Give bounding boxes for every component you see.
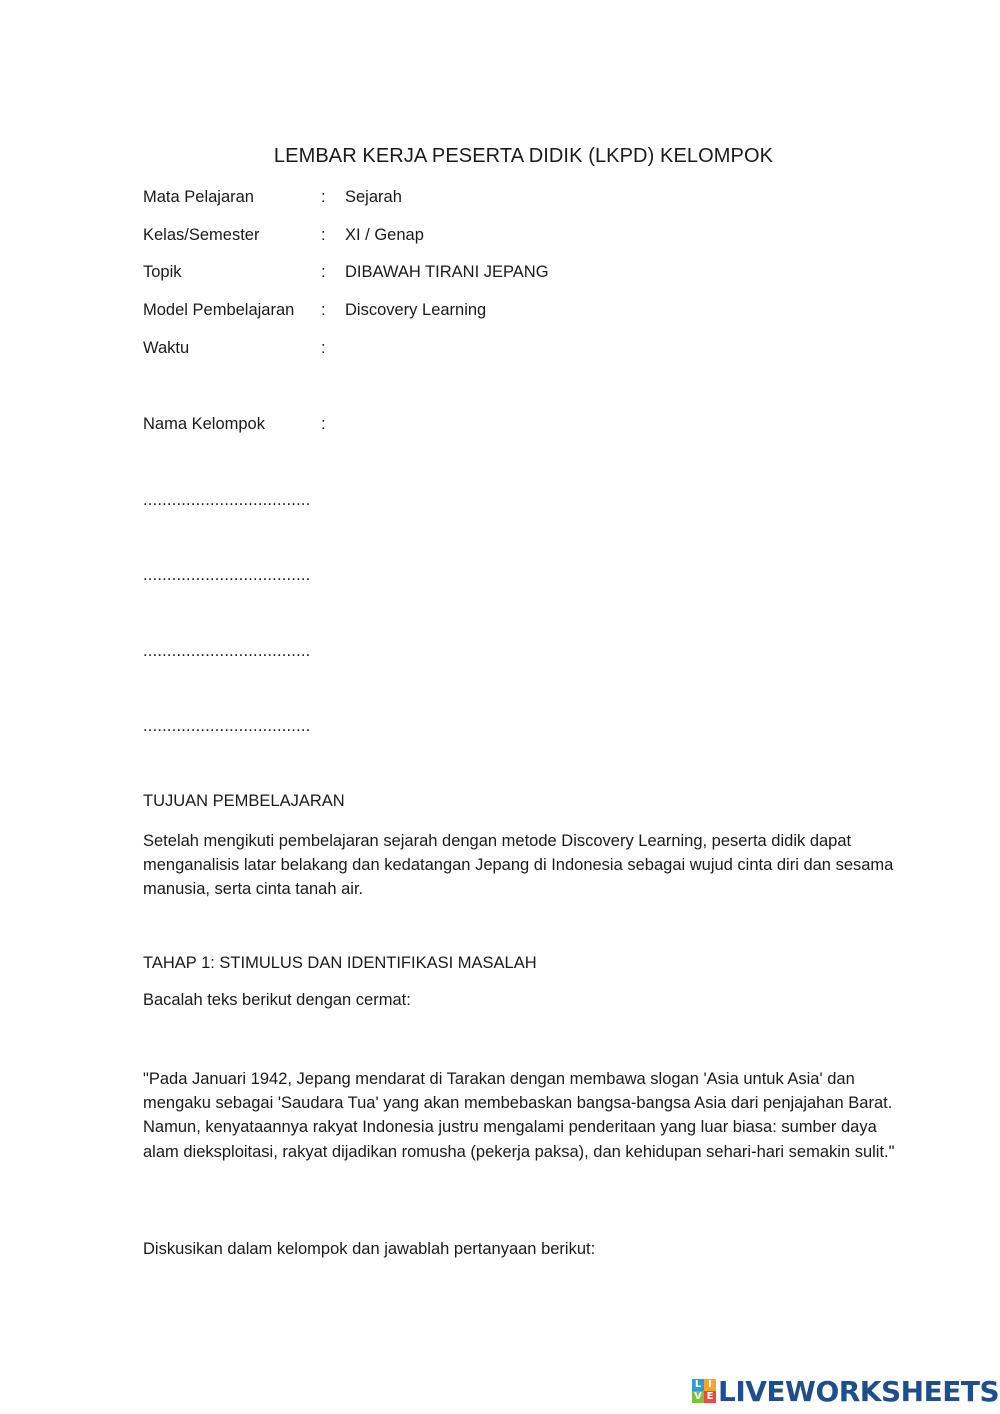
logo-mark-letter: L — [692, 1379, 704, 1391]
logo-mark-letter: V — [692, 1391, 704, 1403]
liveworksheets-logo-text: LIVEWORKSHEETS — [718, 1374, 1000, 1408]
meta-colon: : — [321, 226, 326, 244]
liveworksheets-logo-icon — [692, 1379, 716, 1403]
stage1-instruction: Bacalah teks berikut dengan cermat: — [143, 991, 411, 1009]
meta-label: Model Pembelajaran — [143, 301, 295, 319]
objective-text: Setelah mengikuti pembelajaran sejarah dengan metode Discovery Learning, peserta didik dapat menganalisis latar belakang dan kedatangan Jepang di Indonesia sebagai wujud cinta diri dan sesama manusia, serta cinta tanah air. — [143, 832, 894, 899]
stimulus-quote: "Pada Januari 1942, Jepang mendarat di Tarakan dengan membawa slogan 'Asia untuk Asia' dan mengaku sebagai 'Saudara Tua' yang akan membebaskan bangsa-bangsa Asia dari penjajahan Barat. Namun, kenyataannya rakyat Indonesia justru mengalami penderitaan yang luar biasa: sumber daya alam dieksploitasi, rakyat dijadikan romusha (pekerja paksa), dan kehidupan sehari-hari semakin sulit." — [143, 1070, 895, 1161]
member-line[interactable]: ................................... — [143, 717, 311, 735]
member-line[interactable]: ................................... — [143, 566, 311, 584]
stage1-heading: TAHAP 1: STIMULUS DAN IDENTIFIKASI MASALAH — [143, 954, 537, 972]
meta-colon: : — [321, 339, 326, 357]
liveworksheets-logo — [692, 1374, 999, 1408]
meta-label: Topik — [143, 263, 182, 281]
meta-colon: : — [321, 263, 326, 281]
meta-value: XI / Genap — [345, 226, 424, 244]
meta-label: Mata Pelajaran — [143, 188, 254, 206]
group-name-label: Nama Kelompok — [143, 415, 265, 433]
meta-colon: : — [321, 188, 326, 206]
member-line[interactable]: ................................... — [143, 642, 311, 660]
meta-label: Kelas/Semester — [143, 226, 260, 244]
worksheet-title: LEMBAR KERJA PESERTA DIDIK (LKPD) KELOMPOK — [273, 145, 774, 167]
meta-value: Sejarah — [345, 188, 402, 206]
meta-colon: : — [321, 301, 326, 319]
objective-heading: TUJUAN PEMBELAJARAN — [143, 792, 345, 810]
member-line[interactable]: ................................... — [143, 491, 311, 509]
meta-value: DIBAWAH TIRANI JEPANG — [345, 263, 549, 281]
meta-value: Discovery Learning — [345, 301, 487, 319]
logo-mark-letter: E — [704, 1391, 716, 1403]
logo-mark-letter: I — [704, 1379, 716, 1391]
discussion-prompt: Diskusikan dalam kelompok dan jawablah pertanyaan berikut: — [143, 1240, 596, 1258]
meta-colon: : — [321, 415, 326, 433]
meta-label: Waktu — [143, 339, 190, 357]
